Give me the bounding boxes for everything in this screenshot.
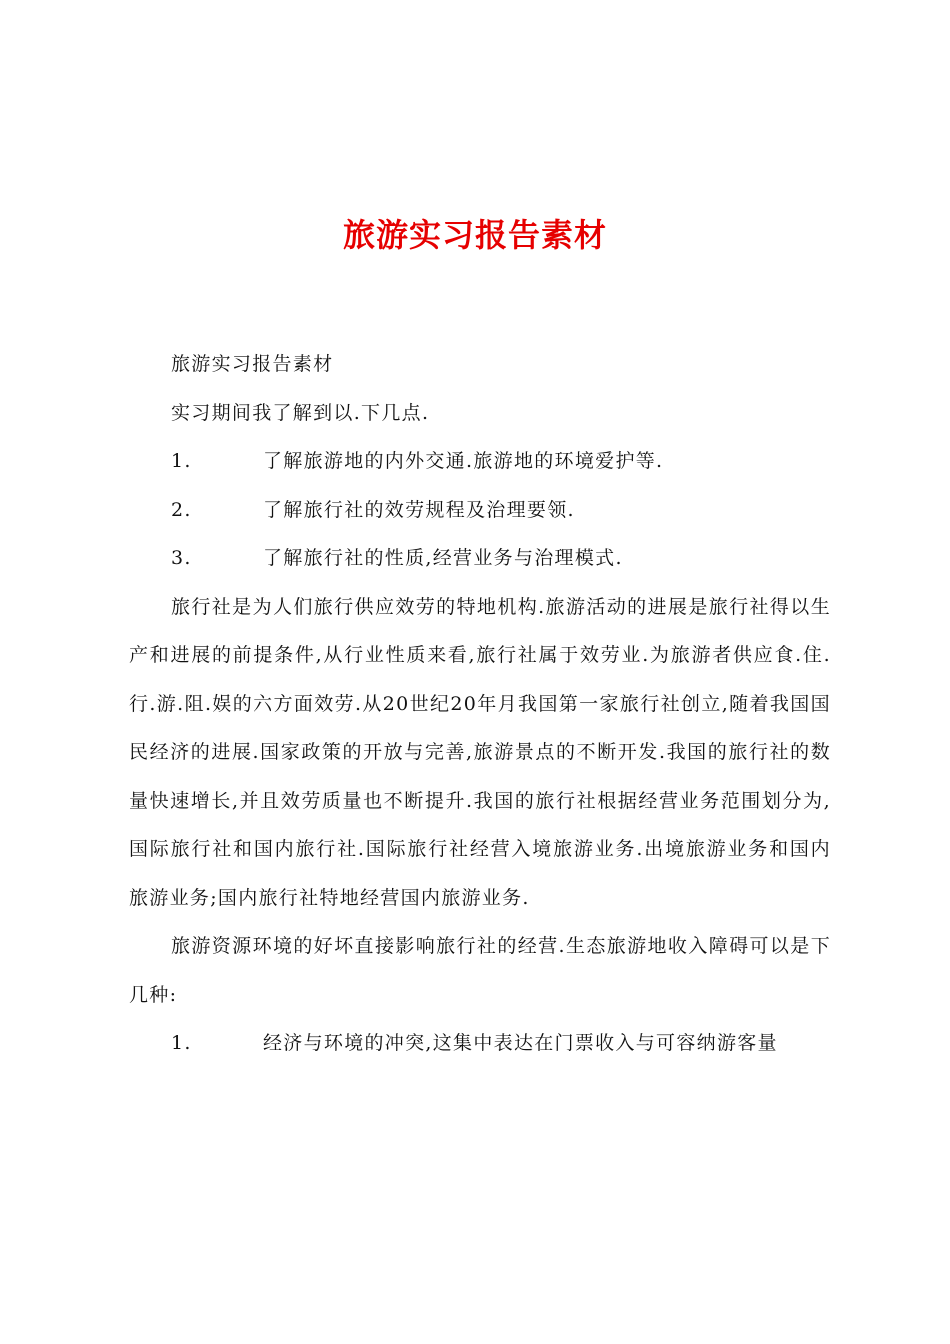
intro-line-2: 实习期间我了解到以.下几点. (171, 401, 430, 424)
paragraph-travel-agency: 旅行社是为人们旅行供应效劳的特地机构.旅游活动的进展是旅行社得以生产和进展的前提条件,从行业性质来看,旅行社属于效劳业.为旅游者供应食.住.行.游.阻.娱的六方面效劳.从20世纪20年月我国第一家旅行社创立,随着我国国民经济的进展.国家政策的开放与完善,旅游景点的不断开发.我国的旅行社的数量快速增长,并且效劳质量也不断提升.我国的旅行社根据经营业务范围划分为,国际旅行社和国内旅行社.国际旅行社经营入境旅游业务.出境旅游业务和国内旅游业务;国内旅行社特地经营国内旅游业务. (129, 595, 831, 909)
list-item (129, 437, 831, 486)
paragraph-resource-environment: 旅游资源环境的好坏直接影响旅行社的经营.生态旅游地收入障碍可以是下几种: (129, 935, 831, 1006)
list-item-text: 了解旅行社的效劳规程及治理要领. (263, 498, 575, 521)
list-item (129, 486, 831, 535)
list-item-number: 1. (171, 1032, 192, 1054)
list-item-number: 2. (171, 498, 192, 521)
list-item (129, 534, 831, 583)
list-item (129, 1019, 831, 1068)
list-item-number: 3. (171, 547, 192, 569)
list-item-text: 了解旅游地的内外交通.旅游地的环境爱护等. (263, 450, 664, 472)
list-item-text: 了解旅行社的性质,经营业务与治理模式. (263, 547, 623, 569)
document-body (129, 340, 831, 1068)
list-item-text: 经济与环境的冲突,这集中表达在门票收入与可容纳游客量 (263, 1032, 778, 1054)
list-item-number: 1. (171, 450, 192, 472)
intro-line-1: 旅游实习报告素材 (171, 353, 334, 375)
document-title: 旅游实习报告素材 (342, 216, 607, 254)
